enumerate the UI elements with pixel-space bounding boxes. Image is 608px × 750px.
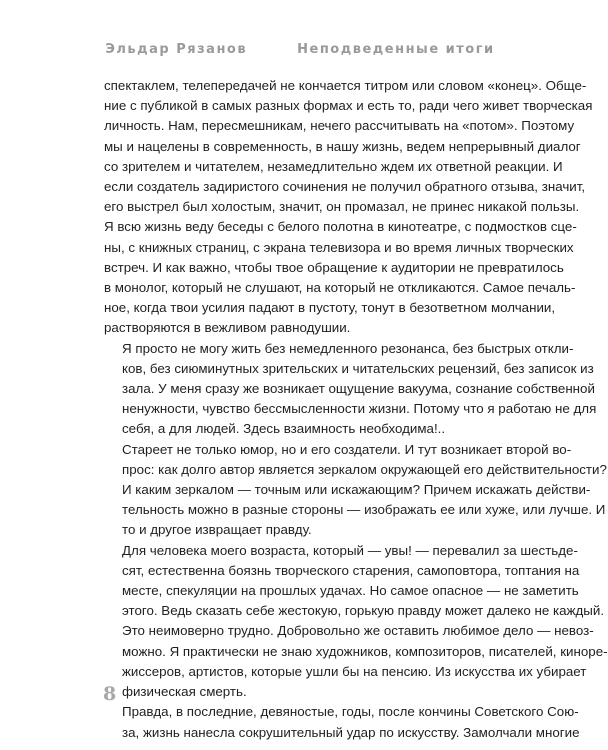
- text-line: растворяются в вежливом равнодушии.: [104, 320, 351, 336]
- text-line: личность. Нам, пересмешникам, нечего рассчитывать на «потом». Поэтому: [104, 118, 575, 134]
- text-line: И каким зеркалом — точным или искажающим? Причем искажать действи-: [122, 482, 591, 498]
- text-line: со зрителем и читателем, незамедлительно ждем их ответной реакции. И: [104, 158, 563, 174]
- text-line: Для человека моего возраста, который — увы! — перевалил за шестьде-: [122, 542, 578, 558]
- text-line: то и другое извращает правду.: [122, 522, 312, 538]
- text-line: Стареет не только юмор, но и его создатели. И тут возникает второй во-: [122, 441, 572, 457]
- text-line: можно. Я практически не знаю художников, композиторов, писателей, киноре-: [122, 643, 608, 659]
- text-line: мы и нацелены в современность, в нашу жизнь, ведем непрерывный диалог: [104, 138, 581, 154]
- text-line: если создатель задиристого сочинения не получил обратного отзыва, значит,: [104, 179, 586, 195]
- text-line: сят, естественна боязнь творческого старения, самоповтора, топтания на: [122, 562, 580, 578]
- text-line: ны, с книжных страниц, с экрана телевизора и во время личных творческих: [104, 239, 574, 255]
- paragraph: [104, 440, 607, 541]
- text-line: за, жизнь нанесла сокрушительный удар по искусству. Замолчали многие: [122, 724, 580, 740]
- text-line: в монолог, который не слушают, на который не откликаются. Самое печаль-: [104, 280, 576, 296]
- text-line: ние с публикой в самых разных формах и есть то, ради чего живет творческая: [104, 98, 593, 114]
- running-header: [0, 42, 600, 57]
- text-line: его выстрел был холостым, значит, он промазал, не принес никакой пользы.: [104, 199, 580, 215]
- text-line: ков, без сиюминутных зрительских и читательских рецензий, без записок из: [122, 360, 594, 376]
- text-line: Это неимоверно трудно. Добровольно же оставить любимое дело — невоз-: [122, 623, 594, 639]
- text-line: физическая смерть.: [122, 684, 247, 700]
- text-line: тельность можно в разные стороны — изображать ее или хуже, или лучше. И: [122, 502, 606, 518]
- body-text: [104, 76, 608, 743]
- header-author: Эльдар Рязанов: [105, 42, 248, 57]
- text-line: зала. У меня сразу же возникает ощущение вакуума, сознание собственной: [122, 381, 595, 397]
- paragraph: [104, 339, 597, 440]
- paragraph: [104, 702, 580, 742]
- paragraph: [104, 541, 608, 703]
- header-book-title: Неподведенные итоги: [297, 42, 495, 57]
- text-line: Я всю жизнь веду беседы с белого полотна в кинотеатре, с подмостков сце-: [104, 219, 577, 235]
- text-line: Я просто не могу жить без немедленного резонанса, без быстрых откли-: [122, 340, 574, 356]
- text-line: ненужности, чувство бессмысленности жизни. Потому что я работаю не для: [122, 401, 597, 417]
- text-line: этого. Ведь сказать себе жестокую, горькую правду может далеко не каждый.: [122, 603, 605, 619]
- text-line: прос: как долго автор является зеркалом окружающей его действительности?: [122, 461, 607, 477]
- text-line: себя, а для людей. Здесь взаимность необходима!..: [122, 421, 446, 437]
- text-line: жиссеров, артистов, которые ушли бы на пенсию. Из искусства их убирает: [122, 663, 587, 679]
- text-line: месте, спекуляции на прошлых удачах. Но самое опасное — не заметить: [122, 583, 579, 599]
- text-line: спектаклем, телепередачей не кончается титром или словом «конец». Обще-: [104, 78, 587, 93]
- text-line: встреч. И как важно, чтобы твое обращение к аудитории не превратилось: [104, 259, 564, 275]
- text-line: Правда, в последние, девяностые, годы, после кончины Советского Сою-: [122, 704, 579, 720]
- text-line: ное, когда твои усилия падают в пустоту, тонут в безответном молчании,: [104, 300, 556, 316]
- paragraph: [104, 76, 593, 339]
- page-number: 8: [103, 683, 117, 705]
